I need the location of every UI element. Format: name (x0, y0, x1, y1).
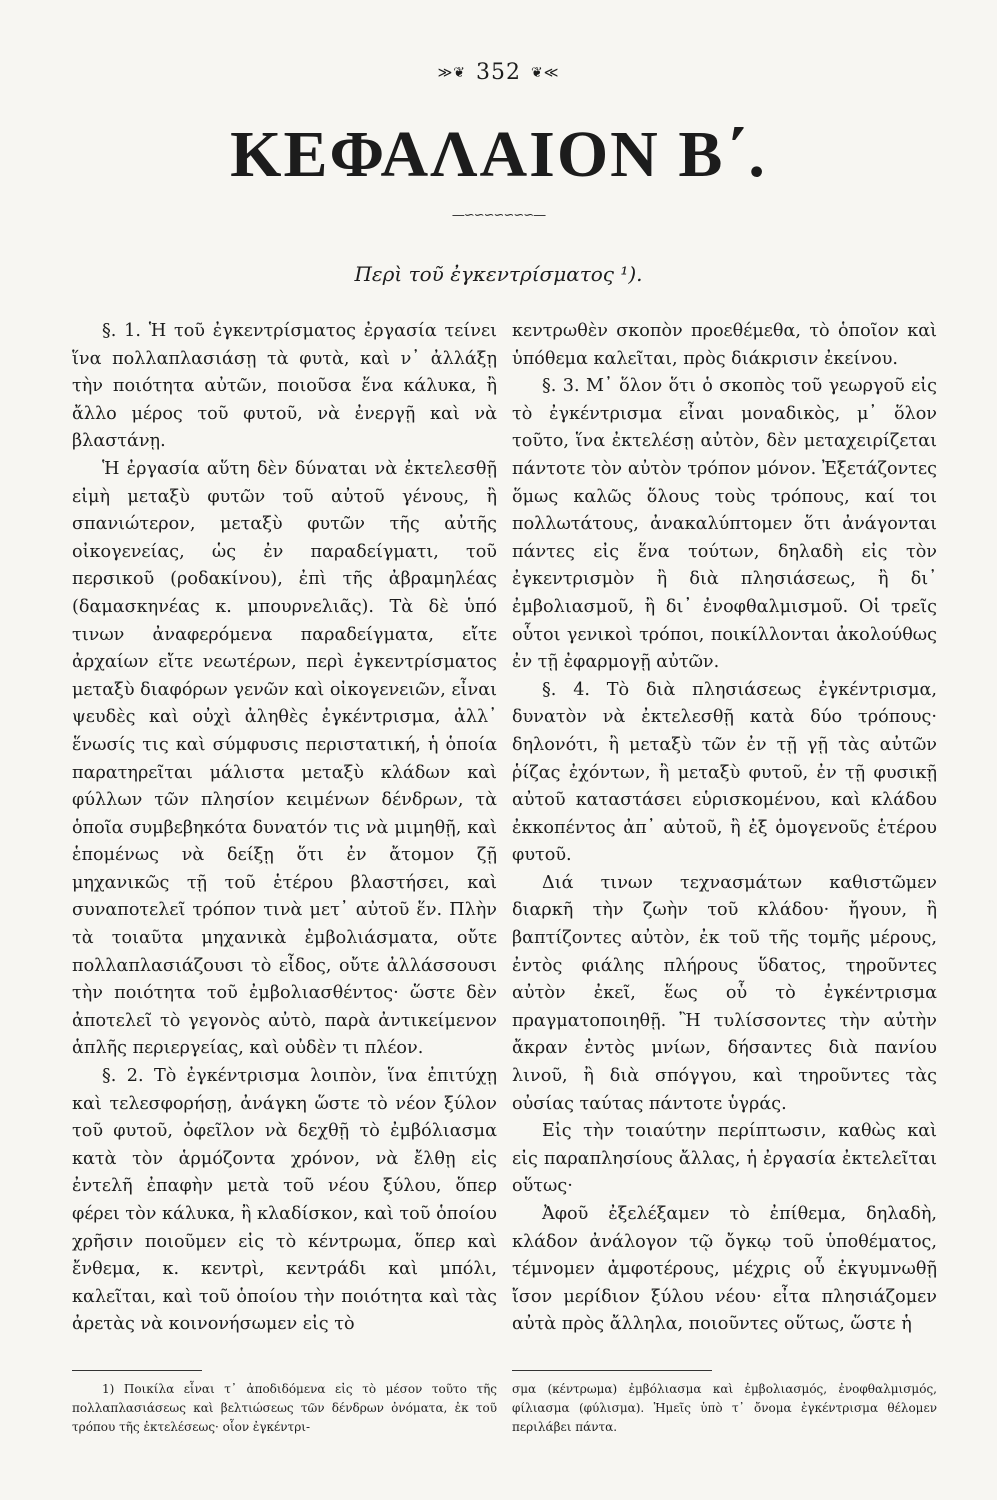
paragraph: §. 1. Ἡ τοῦ ἐγκεντρίσματος ἐργασία τείνει ἵνα πολλαπλασιάσῃ τὰ φυτὰ, καὶ ν᾽ ἀλλάξῃ τὴν ποιότητα αὐτῶν, ποιοῦσα ἕνα κάλυκα, ἢ ἄλλο μέρος τοῦ φυτοῦ, νὰ ἐνεργῇ καὶ νὰ βλαστάνῃ. (72, 321, 497, 452)
footnote-divider (512, 1370, 712, 1371)
footnote-right (512, 1380, 937, 1437)
left-column (72, 318, 497, 1339)
paragraph: Ἡ ἐργασία αὕτη δὲν δύναται νὰ ἐκτελεσθῇ εἰμὴ μεταξὺ φυτῶν τοῦ αὐτοῦ γένους, ἢ σπανιώτερον, μεταξὺ φυτῶν τῆς αὐτῆς οἰκογενείας, ὡς ἐν παραδείγματι, τοῦ περσικοῦ (ροδακίνου), ἐπὶ τῆς ἀβραμηλέας (δαμασκηνέας κ. μπουρνελιᾶς). Τὰ δὲ ὑπό τινων ἀναφερόμενα παραδείγματα, εἴτε ἀρχαίων εἴτε νεωτέρων, περὶ ἐγκεντρίσματος μεταξὺ διαφόρων γενῶν καὶ οἰκογενειῶν, εἶναι ψευδὲς καὶ οὐχὶ ἀληθὲς ἐγκέντρισμα, ἀλλ᾽ ἕνωσίς τις καὶ σύμφυσις περιστατική, ἡ ὁποία παρατηρεῖται μάλιστα μεταξὺ κλάδων καὶ φύλλων τῶν πλησίον κειμένων δένδρων, τὰ ὁποῖα συμβεβηκότα δυνατόν τις νὰ μιμηθῇ, καὶ ἑπομένως νὰ δείξῃ ὅτι ἐν ἄτομον ζῇ μηχανικῶς τῇ τοῦ ἑτέρου βλαστήσει, καὶ συναποτελεῖ τρόπον τινὰ μετ᾽ αὐτοῦ ἕν. Πλὴν τὰ τοιαῦτα μηχανικὰ ἐμβολιάσματα, οὔτε πολλαπλασιάζουσι τὸ εἶδος, οὔτε ἀλλάσσουσι τὴν ποιότητα τοῦ ἐμβολιασθέντος· ὥστε δὲν ἀποτελεῖ τὸ γεγονὸς αὐτὸ, παρὰ ἀντικείμενον ἁπλῆς περιεργείας, καὶ οὐδὲν τι πλέον. (72, 458, 497, 1059)
right-column (512, 318, 937, 1339)
chapter-title: ΚΕΦΑΛΑΙΟΝ Β΄. (230, 118, 767, 191)
paragraph: Διά τινων τεχνασμάτων καθιστῶμεν διαρκῆ τὴν ζωὴν τοῦ κλάδου· ἤγουν, ἢ βαπτίζοντες αὐτὸν, ἐκ τοῦ τῆς τομῆς μέρους, ἐντὸς φιάλης πλήρους ὕδατος, τηροῦντες αὐτὸν ἐκεῖ, ἕως οὗ τὸ ἐγκέντρισμα πραγματοποιηθῇ. Ἢ τυλίσσοντες τὴν αὐτὴν ἄκραν ἐντὸς μνίων, δήσαντες διὰ πανίου λινοῦ, ἢ διὰ σπόγγου, καὶ τηροῦντες τὰς οὐσίας ταύτας πάντοτε ὑγράς. (512, 872, 937, 1114)
footnote-divider (72, 1370, 202, 1371)
paragraph: Εἰς τὴν τοιαύτην περίπτωσιν, καθὼς καὶ εἰς παραπλησίους ἄλλας, ἡ ἐργασία ἐκτελεῖται οὕτως· (512, 1121, 937, 1197)
page-number: 352 (476, 60, 521, 85)
ornament-left-icon: ≫❦ (437, 65, 466, 81)
paragraph: §. 2. Τὸ ἐγκέντρισμα λοιπὸν, ἵνα ἐπιτύχῃ καὶ τελεσφορήσῃ, ἀνάγκη ὥστε τὸ νέον ξύλον τοῦ φυτοῦ, ὀφεῖλον νὰ δεχθῇ τὸ ἐμβόλιασμα κατὰ τὸν ἁρμόζοντα χρόνον, νὰ ἔλθῃ εἰς ἐντελῆ ἐπαφὴν μετὰ τοῦ νέου ξύλου, ὅπερ φέρει τὸν κάλυκα, ἢ κλαδίσκον, καὶ τοῦ ὁποίου χρῆσιν ποιοῦμεν εἰς τὸ κέντρωμα, ὅπερ καὶ ἔνθεμα, κ. κεντρὶ, κεντράδι καὶ μπόλι, καλεῖται, καὶ τοῦ ὁποίου τὴν ποιότητα καὶ τὰς ἀρετὰς νὰ κοινονήσωμεν εἰς τὸ (72, 1066, 497, 1335)
title-rule: —∽∽∽∽∽∽∽— (451, 208, 546, 223)
section-subtitle: Περὶ τοῦ ἐγκεντρίσματος ¹). (354, 262, 643, 286)
paragraph: §. 4. Τὸ διὰ πλησιάσεως ἐγκέντρισμα, δυνατὸν νὰ ἐκτελεσθῇ κατὰ δύο τρόπους· δηλονότι, ἢ μεταξὺ τῶν ἐν τῇ γῇ τὰς αὐτῶν ῥίζας ἐχόντων, ἢ μεταξὺ φυτοῦ, ἐν τῇ φυσικῇ αὐτοῦ καταστάσει εὑρισκομένου, καὶ κλάδου ἐκκοπέντος ἀπ᾽ αὐτοῦ, ἢ ἐξ ὁμογενοῦς ἑτέρου φυτοῦ. (512, 679, 937, 866)
page-header (0, 60, 997, 85)
footnote-text: σμα (κέντρωμα) ἐμβόλιασμα καὶ ἐμβολιασμός, ἐνοφθαλμισμός, φίλιασμα (φύλισμα). Ἡμεῖς ὑπὸ τ᾽ ὄνομα ἐγκέντρισμα θέλομεν περιλάβει πάντα. (512, 1382, 937, 1434)
footnote-text: 1) Ποικίλα εἶναι τ᾽ ἀποδιδόμενα εἰς τὸ μέσον τοῦτο τῆς πολλαπλασιάσεως καὶ βελτιώσεως τῶν δένδρων ὀνόματα, ἐκ τοῦ τρόπου τῆς ἐκτελέσεως· οἷον ἐγκέντρι- (72, 1382, 497, 1434)
paragraph: κεντρωθὲν σκοπὸν προεθέμεθα, τὸ ὁποῖον καὶ ὑπόθεμα καλεῖται, πρὸς διάκρισιν ἐκείνου. (512, 321, 937, 369)
paragraph: §. 3. Μ᾽ ὅλον ὅτι ὁ σκοπὸς τοῦ γεωργοῦ εἰς τὸ ἐγκέντρισμα εἶναι μοναδικὸς, μ᾽ ὅλον τοῦτο, ἵνα ἐκτελέσῃ αὐτὸν, δὲν μεταχειρίζεται πάντοτε τὸν αὐτὸν τρόπον μόνον. Ἐξετάζοντες ὅμως καλῶς ὅλους τοὺς τρόπους, καί τοι πολλωτάτους, ἀνακαλύπτομεν ὅτι ἀνάγονται πάντες εἰς ἕνα τούτων, δηλαδὴ εἰς τὸν ἐγκεντρισμὸν ἢ διὰ πλησιάσεως, ἢ δι᾽ ἐμβολιασμοῦ, ἢ δι᾽ ἐνοφθαλμισμοῦ. Οἱ τρεῖς οὗτοι γενικοὶ τρόποι, ποικίλλονται ἀκολούθως ἐν τῇ ἐφαρμογῇ αὐτῶν. (512, 376, 937, 673)
footnote-left (72, 1380, 497, 1437)
paragraph: Ἀφοῦ ἐξελέξαμεν τὸ ἐπίθεμα, δηλαδὴ, κλάδον ἀνάλογον τῷ ὄγκῳ τοῦ ὑποθέματος, τέμνομεν ἀμφοτέρους, μέχρις οὗ ἐκγυμνωθῇ ἴσον μερίδιον ξύλου νέου· εἶτα πλησιάζομεν αὐτὰ πρὸς ἄλληλα, ποιοῦντες οὕτως, ὥστε ἡ (512, 1204, 937, 1335)
ornament-right-icon: ❦≪ (531, 65, 560, 81)
